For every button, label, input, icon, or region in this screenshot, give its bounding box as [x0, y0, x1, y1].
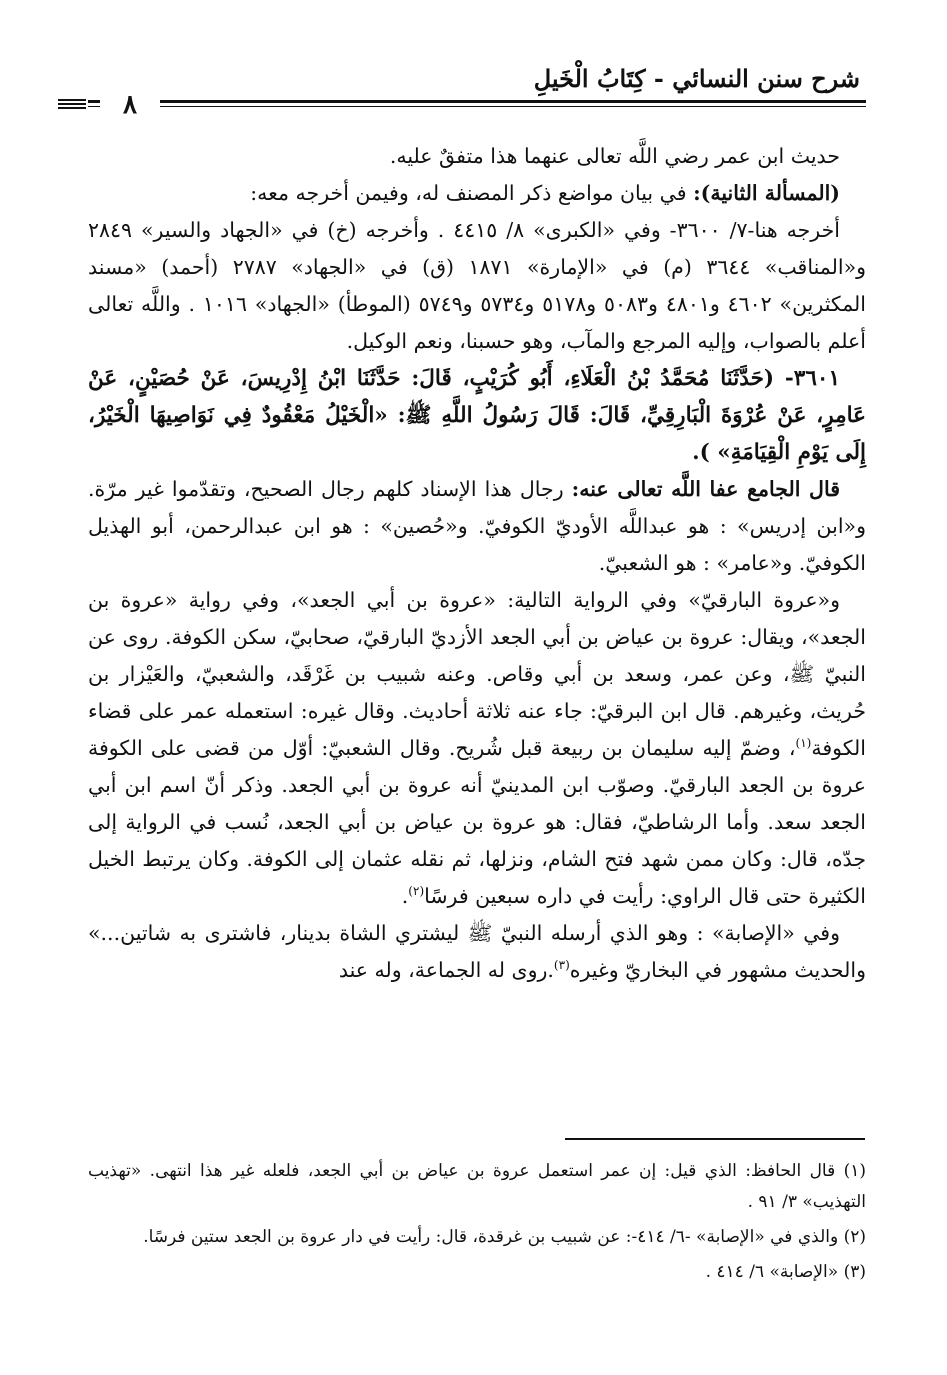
isnad-commentary-text: رجال هذا الإسناد كلهم رجال الصحيح، وتقدّموا غير مرّة. و«ابن إدريس» : هو عبداللَّه الأوديّ الكوفيّ. و«حُصين» : هو ابن عبدالرحمن، أبو الهذيل الكوفيّ. و«عامر» : هو الشعبيّ. — [88, 477, 866, 575]
footnote-ref-2[interactable]: (٢) — [408, 884, 425, 899]
paragraph-isaba — [88, 915, 866, 989]
paragraph-second-issue — [88, 175, 866, 212]
page-number-ornament-left — [58, 99, 86, 109]
footnote-1: (١) قال الحافظ: الذي قيل: إن عمر استعمل عروة بن عياض بن أبي الجعد، فلعله غير هذا انتهى. «تهذيب التهذيب» ٣/ ٩١ . — [88, 1161, 866, 1212]
page-number: ٨ — [100, 88, 160, 122]
issue-text: في بيان مواضع ذكر المصنف له، وفيمن أخرجه معه: — [250, 181, 694, 205]
commentator-label: قال الجامع عفا اللَّه تعالى عنه: — [571, 477, 840, 501]
paragraph-urwa-biography — [88, 582, 866, 915]
paragraph-hadith-status: حديث ابن عمر رضي اللَّه تعالى عنهما هذا متفقٌ عليه. — [389, 144, 840, 168]
header-rule-thin — [88, 106, 866, 107]
footnote-3: (٣) «الإصابة» ٦/ ٤١٤ . — [705, 1262, 866, 1282]
running-header-title: شرح سنن النسائي - كِتَابُ الْخَيلِ — [533, 64, 860, 93]
urwa-text-part-1: و«عروة البارقيّ» وفي الرواية التالية: «عروة بن أبي الجعد»، وفي رواية «عروة بن الجعد»، ويقال: عروة بن عياض بن أبي الجعد الأزديّ البارقيّ، صحابيّ، سكن الكوفة. روى عن النبيّ ﷺ، وعن عمر، وسعد بن أبي وقاص. وعنه شبيب بن غَرْقَد، والشعبيّ، والعَيْزار بن حُريث، وغيرهم. قال ابن البرقيّ: جاء عنه ثلاثة أحاديث. وقال غيره: استعمله عمر على قضاء الكوفة — [88, 588, 866, 760]
footnote-ref-3[interactable]: (٣) — [553, 958, 570, 973]
footnote-separator — [565, 1138, 865, 1140]
footnote-2: (٢) والذي في «الإصابة» -٦/ ٤١٤-: عن شبيب بن غرقدة، قال: رأيت في دار عروة بن الجعد ستين فرسًا. — [143, 1227, 866, 1247]
main-text — [88, 138, 866, 989]
paragraph-takhrij: أخرجه هنا-٧/ ٣٦٠٠- وفي «الكبرى» ٨/ ٤٤١٥ . وأخرجه (خ) في «الجهاد والسير» ٢٨٤٩ و«المناقب» ٣٦٤٤ (م) في «الإمارة» ١٨٧١ (ق) في «الجهاد» ٢٧٨٧ (أحمد) «مسند المكثرين» ٤٦٠٢ و٤٨٠١ و٥٠٨٣ و٥١٧٨ و٥٧٣٤ و٥٧٤٩ (الموطأ) «الجهاد» ١٠١٦ . واللَّه تعالى أعلم بالصواب، وإليه المرجع والمآب، وهو حسبنا، ونعم الوكيل. — [88, 218, 867, 353]
isaba-text-part-1: وفي «الإصابة» : وهو الذي أرسله النبيّ ﷺ ليشتري الشاة بدينار، فاشترى به شاتين...» والحديث مشهور في البخاريّ وغيره — [88, 921, 866, 982]
isaba-text-part-2: .روى له الجماعة، وله عند — [338, 958, 554, 982]
urwa-text-part-2: ، وضمّ إليه سليمان بن ربيعة قبل شُريح. وقال الشعبيّ: أوّل من قضى على الكوفة عروة بن الجعد البارقيّ. وصوّب ابن المدينيّ أنه عروة بن أبي الجعد. وذكر أنّ اسم ابن أبي الجعد سعد. وأما الرشاطيّ، فقال: هو عروة بن عياض بن أبي الجعد، نُسب في الرواية إلى جدّه، قال: وكان ممن شهد فتح الشام، ونزلها، ثم نقله عثمان إلى الكوفة. وكان يرتبط الخيل الكثيرة حتى قال الراوي: رأيت في داره سبعين فرسًا — [88, 736, 866, 908]
hadith-text: ٣٦٠١- (حَدَّثَنَا مُحَمَّدُ بْنُ الْعَلَاءِ، أَبُو كُرَيْبٍ، قَالَ: حَدَّثَنَا ابْنُ إِدْرِيسَ، عَنْ حُصَيْنٍ، عَنْ عَامِرٍ، عَنْ عُرْوَةَ الْبَارِقِيِّ، قَالَ: قَالَ رَسُولُ اللَّهِ ﷺ: «الْخَيْلُ مَعْقُودٌ فِي نَوَاصِيهَا الْخَيْرُ، إِلَى يَوْمِ الْقِيَامَةِ» ). — [88, 366, 866, 465]
footnote-ref-1[interactable]: (١) — [795, 736, 812, 751]
header-rule-thick — [88, 100, 866, 103]
paragraph-isnad-commentary — [88, 471, 866, 582]
issue-heading: (المسألة الثانية): — [693, 181, 840, 205]
urwa-text-part-3: . — [401, 884, 409, 908]
footnotes — [88, 1156, 866, 1292]
